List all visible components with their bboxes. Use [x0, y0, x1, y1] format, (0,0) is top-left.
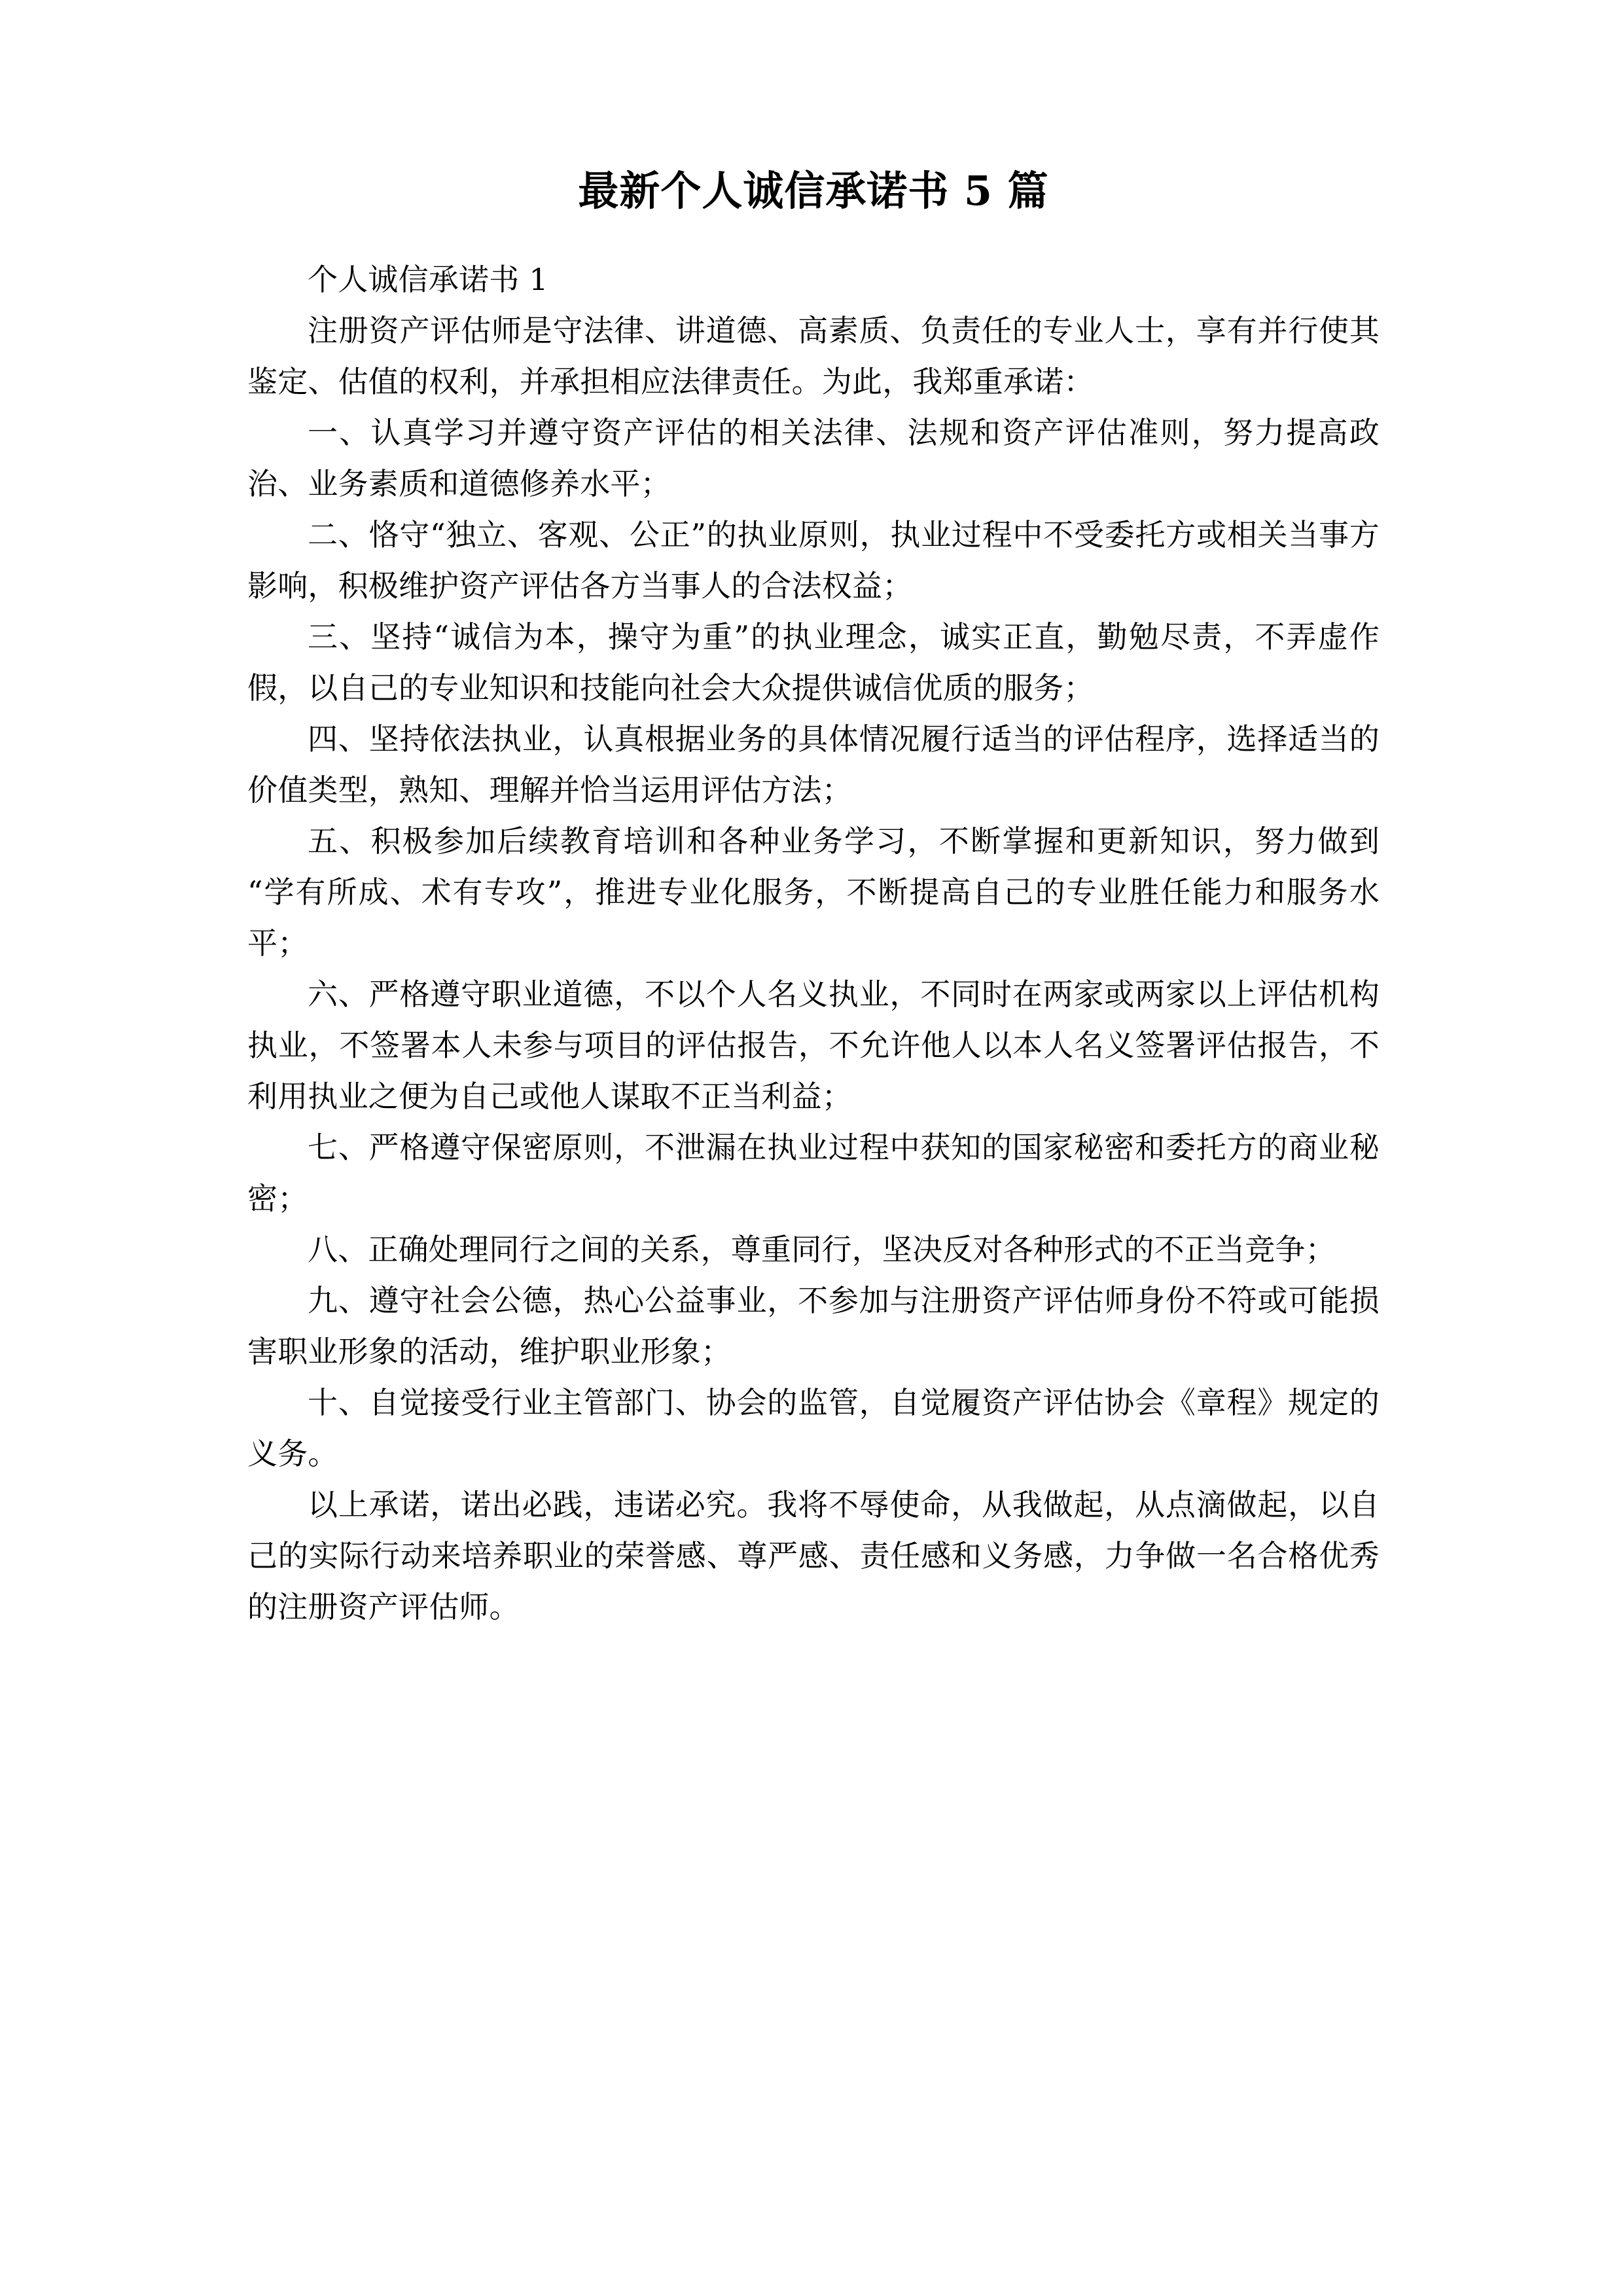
paragraph-conclusion: 以上承诺，诺出必践，违诺必究。我将不辱使命，从我做起，从点滴做起，以自己的实际行动来培养职业的荣誉感、尊严感、责任感和义务感，力争做一名合格优秀的注册资产评估师。 [247, 1486, 1380, 1624]
paragraph-intro: 注册资产评估师是守法律、讲道德、高素质、负责任的专业人士，享有并行使其鉴定、估值的权利，并承担相应法律责任。为此，我郑重承诺： [247, 312, 1380, 399]
paragraph-item-10: 十、自觉接受行业主管部门、协会的监管，自觉履资产评估协会《章程》规定的义务。 [247, 1384, 1380, 1471]
paragraph-item-6: 六、严格遵守职业道德，不以个人名义执业，不同时在两家或两家以上评估机构执业，不签署本人未参与项目的评估报告，不允许他人以本人名义签署评估报告，不利用执业之便为自己或他人谋取不正当利益； [247, 976, 1380, 1114]
paragraph-item-5: 五、积极参加后续教育培训和各种业务学习，不断掌握和更新知识，努力做到“学有所成、术有专攻”，推进专业化服务，不断提高自己的专业胜任能力和服务水平； [247, 823, 1380, 961]
paragraph-item-7: 七、严格遵守保密原则，不泄漏在执业过程中获知的国家秘密和委托方的商业秘密； [247, 1129, 1380, 1216]
document-body [247, 164, 1380, 1632]
paragraph-item-3: 三、坚持“诚信为本，操守为重”的执业理念，诚实正直，勤勉尽责，不弄虚作假，以自己的专业知识和技能向社会大众提供诚信优质的服务； [247, 619, 1380, 706]
section-heading: 个人诚信承诺书 1 [308, 261, 548, 297]
paragraph-item-4: 四、坚持依法执业，认真根据业务的具体情况履行适当的评估程序，选择适当的价值类型，熟知、理解并恰当运用评估方法； [247, 721, 1380, 808]
paragraph-item-9: 九、遵守社会公德，热心公益事业，不参加与注册资产评估师身份不符或可能损害职业形象的活动，维护职业形象； [247, 1282, 1380, 1369]
paragraph-item-2: 二、恪守“独立、客观、公正”的执业原则，执业过程中不受委托方或相关当事方影响，积极维护资产评估各方当事人的合法权益； [247, 516, 1380, 603]
paragraph-item-1: 一、认真学习并遵守资产评估的相关法律、法规和资产评估准则，努力提高政治、业务素质和道德修养水平； [247, 414, 1380, 501]
page-title: 最新个人诚信承诺书 5 篇 [578, 167, 1049, 215]
paragraph-item-8: 八、正确处理同行之间的关系，尊重同行，坚决反对各种形式的不正当竞争； [308, 1231, 1336, 1267]
